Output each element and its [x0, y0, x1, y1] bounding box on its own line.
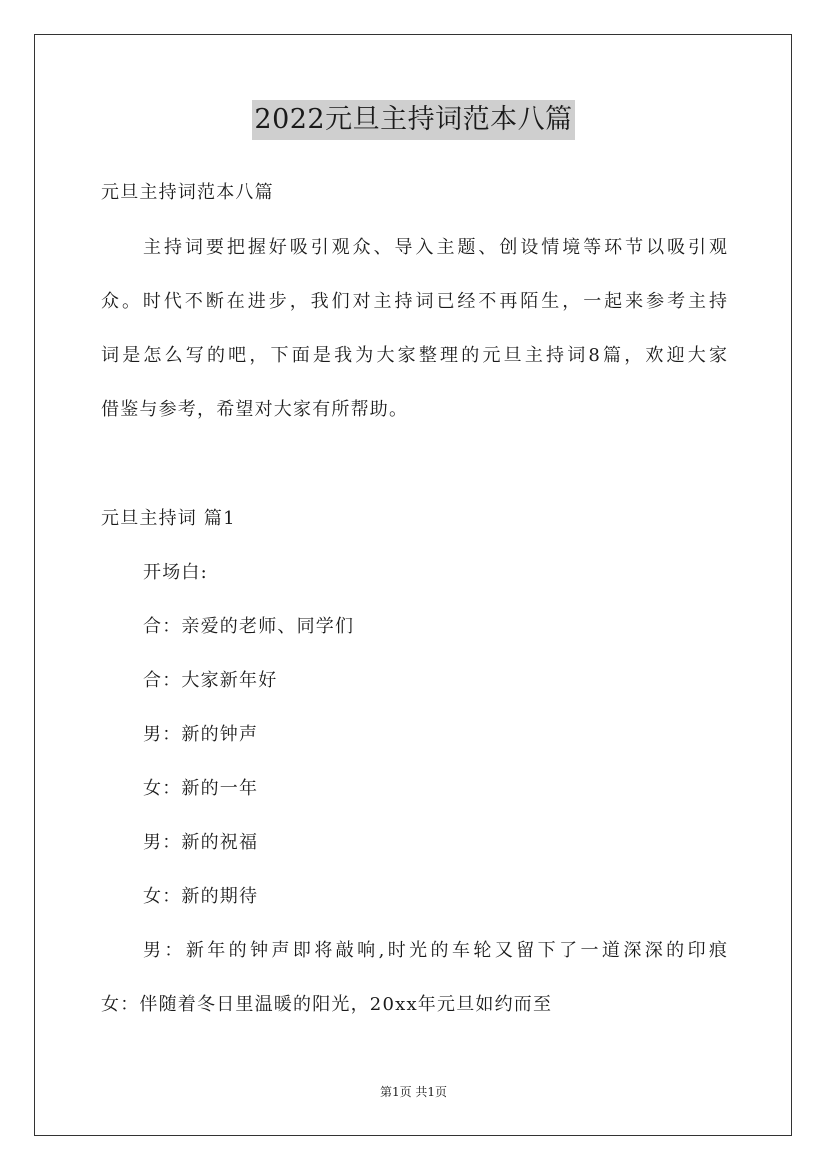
script-line: 开场白: — [143, 562, 208, 583]
script-line: 女：伴随着冬日里温暖的阳光，20xx年元旦如约而至 — [101, 994, 553, 1015]
script-line: 女：新的一年 — [143, 778, 259, 799]
script-line: 合：亲爱的老师、同学们 — [143, 616, 355, 637]
script-line: 男：新的钟声 — [143, 724, 259, 745]
section-heading: 元旦主持词 篇1 — [101, 508, 236, 529]
title-container — [0, 100, 827, 140]
intro-line-1: 主持词要把握好吸引观众、导入主题、创设情境等环节以吸引观 — [143, 237, 727, 258]
script-line: 合：大家新年好 — [143, 670, 278, 691]
intro-line-3: 词是怎么写的吧，下面是我为大家整理的元旦主持词8篇，欢迎大家 — [101, 345, 727, 366]
intro-line-4: 借鉴与参考，希望对大家有所帮助。 — [101, 399, 409, 420]
script-line: 男：新年的钟声即将敲响,时光的车轮又留下了一道深深的印痕 — [143, 940, 727, 961]
page-footer: 第1页 共1页 — [379, 1085, 448, 1099]
script-line: 男：新的祝福 — [143, 832, 259, 853]
document-subtitle: 元旦主持词范本八篇 — [101, 182, 274, 203]
script-line: 女：新的期待 — [143, 886, 259, 907]
document-title: 2022元旦主持词范本八篇 — [252, 100, 574, 140]
intro-line-2: 众。时代不断在进步，我们对主持词已经不再陌生，一起来参考主持 — [101, 291, 727, 312]
